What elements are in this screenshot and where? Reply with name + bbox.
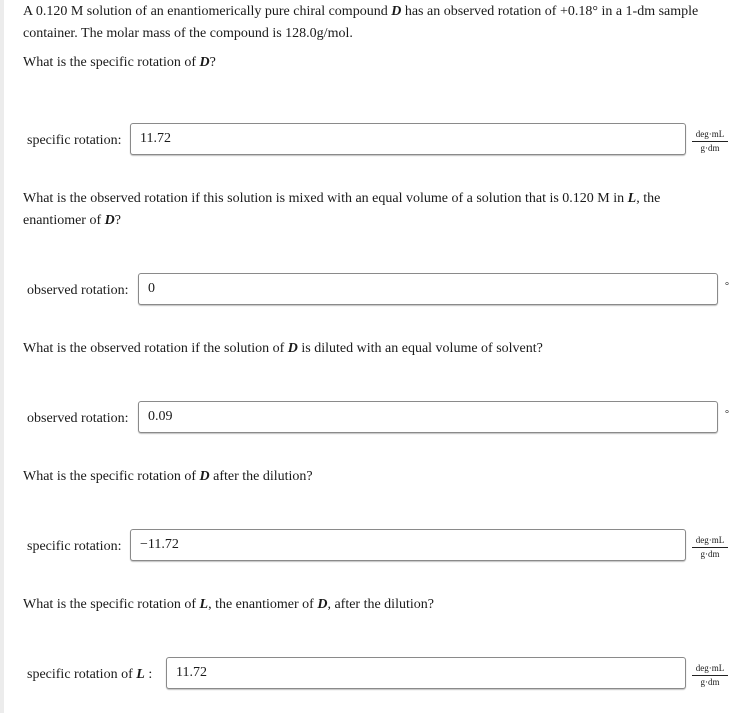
specific-rotation-input[interactable]: −11.72 [130, 529, 686, 561]
answer-row-5 [23, 657, 733, 693]
answer-row-3 [23, 401, 733, 437]
question-5: What is the specific rotation of L, the enantiomer of D, after the dilution? [23, 597, 434, 612]
question-1: What is the specific rotation of D? [23, 55, 216, 70]
problem-intro: A 0.120 M solution of an enantiomerically pure chiral compound D has an observed rotation of +0.18° in a 1-dm sample container. The molar mass of the compound is 128.0g/mol. [23, 4, 699, 41]
question-4: What is the specific rotation of D after the dilution? [23, 469, 313, 484]
unit-deg-ml-per-g-dm: deg·mL g·dm [692, 663, 728, 688]
answer-label: specific rotation of L : [27, 667, 153, 682]
unit-deg-ml-per-g-dm: deg·mL g·dm [692, 129, 728, 154]
question-3: What is the observed rotation if the solution of D is diluted with an equal volume of solvent? [23, 341, 543, 356]
answer-row-4 [23, 529, 733, 565]
answer-row-1 [23, 123, 733, 159]
answer-row-2 [23, 273, 733, 309]
answer-label: observed rotation: [27, 283, 129, 298]
observed-rotation-input[interactable]: 0 [138, 273, 718, 305]
answer-label: specific rotation: [27, 133, 122, 148]
observed-rotation-input[interactable]: 0.09 [138, 401, 718, 433]
specific-rotation-l-input[interactable]: 11.72 [166, 657, 686, 689]
specific-rotation-input[interactable]: 11.72 [130, 123, 686, 155]
answer-label: specific rotation: [27, 539, 122, 554]
question-2: What is the observed rotation if this solution is mixed with an equal volume of a solution that is 0.120 M in L, the enantiomer of D? [23, 191, 661, 228]
unit-deg-ml-per-g-dm: deg·mL g·dm [692, 535, 728, 560]
unit-degree: ° [725, 409, 729, 420]
answer-label: observed rotation: [27, 411, 129, 426]
unit-degree: ° [725, 281, 729, 292]
left-border [0, 0, 4, 713]
